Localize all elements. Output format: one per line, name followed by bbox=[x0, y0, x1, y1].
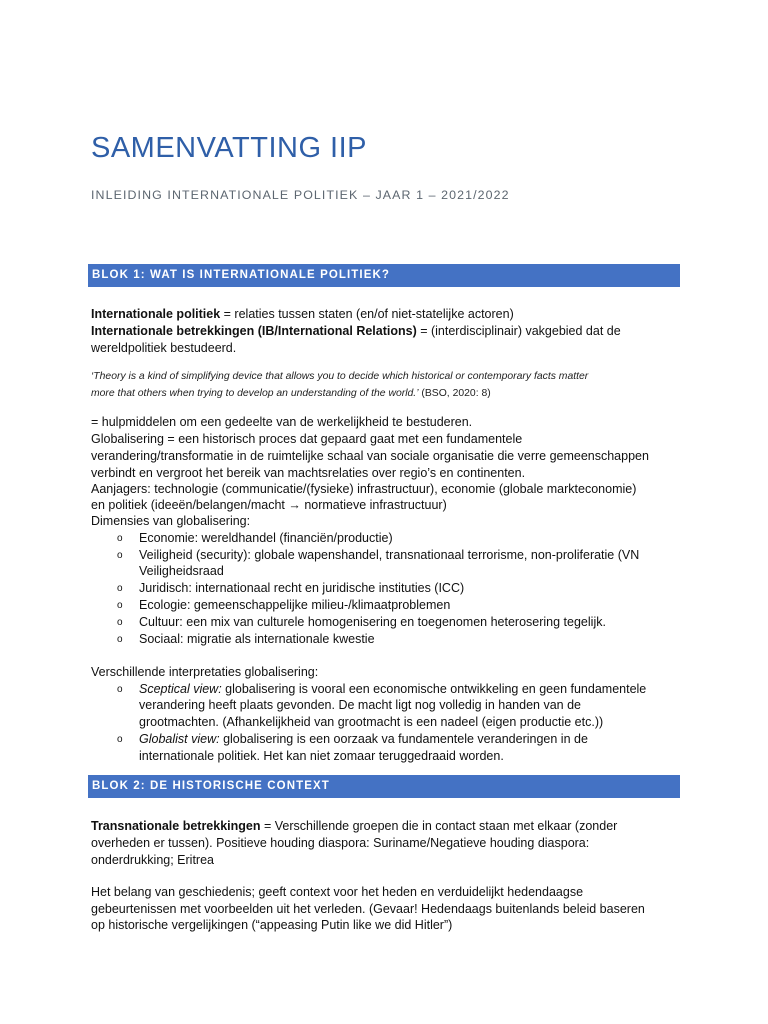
quote-line: ‘Theory is a kind of simplifying device that allows you to decide which historical or contemporary facts matter bbox=[91, 371, 589, 382]
definition-line: wereldpolitiek bestudeerd. bbox=[91, 341, 237, 355]
quote-citation: (BSO, 2020: 8) bbox=[418, 388, 491, 399]
list-item-continuation: Veiligheidsraad bbox=[139, 564, 224, 578]
paragraph-line: = hulpmiddelen om een gedeelte van de werkelijkheid te bestuderen. bbox=[91, 415, 473, 429]
paragraph-line: onderdrukking; Eritrea bbox=[91, 853, 214, 867]
list-item-continuation: grootmachten. (Afhankelijkheid van grootmacht is een nadeel (eigen productie etc.)) bbox=[139, 715, 604, 729]
definition-line bbox=[91, 306, 514, 323]
paragraph-line: Globalisering = een historisch proces dat gepaard gaat met een fundamentele bbox=[91, 432, 523, 446]
paragraph-line: en politiek (ideeën/belangen/macht → normatieve infrastructuur) bbox=[91, 498, 447, 512]
view-text: globalisering is vooral een economische ontwikkeling en geen fundamentele bbox=[221, 682, 647, 696]
bullet-marker: o bbox=[117, 533, 123, 544]
paragraph-line: overheden er tussen). Positieve houding diaspora: Suriname/Negatieve houding diaspora: bbox=[91, 836, 590, 850]
list-item bbox=[139, 731, 588, 748]
definition-text: = Verschillende groepen die in contact staan met elkaar (zonder bbox=[260, 819, 618, 833]
paragraph-line: gebeurtenissen met voorbeelden uit het verleden. (Gevaar! Hedendaags buitenlands beleid baseren bbox=[91, 902, 645, 916]
bullet-marker: o bbox=[117, 617, 123, 628]
paragraph-line: verandering/transformatie in de ruimtelijke schaal van sociale organisatie die verre gemeenschappen bbox=[91, 449, 649, 463]
paragraph-line: op historische vergelijkingen (“appeasing Putin like we did Hitler”) bbox=[91, 918, 453, 932]
quote-text: more that others when trying to develop an understanding of the world.’ bbox=[91, 388, 419, 399]
term: Internationale politiek bbox=[91, 307, 221, 321]
section-header-blok2: BLOK 2: DE HISTORISCHE CONTEXT bbox=[88, 775, 680, 798]
section-header-blok1: BLOK 1: WAT IS INTERNATIONALE POLITIEK? bbox=[88, 264, 680, 287]
list-item: Veiligheid (security): globale wapenshandel, transnationaal terrorisme, non-proliferatie (VN bbox=[139, 548, 640, 562]
list-item: Sociaal: migratie als internationale kwestie bbox=[139, 632, 375, 646]
document-subtitle: INLEIDING INTERNATIONALE POLITIEK – JAAR 1 – 2021/2022 bbox=[91, 188, 510, 202]
bullet-marker: o bbox=[117, 583, 123, 594]
bullet-marker: o bbox=[117, 634, 123, 645]
list-item-continuation: verandering heeft plaats gevonden. De macht ligt nog volledig in handen van de bbox=[139, 698, 581, 712]
bullet-marker: o bbox=[117, 600, 123, 611]
list-item: Ecologie: gemeenschappelijke milieu-/klimaatproblemen bbox=[139, 598, 451, 612]
list-item: Economie: wereldhandel (financiën/productie) bbox=[139, 531, 393, 545]
definition-line bbox=[91, 818, 617, 835]
paragraph-line: Het belang van geschiedenis; geeft context voor het heden en verduidelijkt hedendaagse bbox=[91, 885, 584, 899]
term: Transnationale betrekkingen bbox=[91, 819, 261, 833]
paragraph-line: Dimensies van globalisering: bbox=[91, 514, 251, 528]
view-name: Globalist view: bbox=[139, 732, 220, 746]
document-title: SAMENVATTING IIP bbox=[91, 132, 368, 164]
list-item-continuation: internationale politiek. Het kan niet zomaar teruggedraaid worden. bbox=[139, 749, 504, 763]
term: Internationale betrekkingen (IB/International Relations) bbox=[91, 324, 417, 338]
bullet-marker: o bbox=[117, 684, 123, 695]
list-item: Juridisch: internationaal recht en juridische instituties (ICC) bbox=[139, 581, 465, 595]
view-name: Sceptical view: bbox=[139, 682, 222, 696]
view-text: globalisering is een oorzaak va fundamentele veranderingen in de bbox=[219, 732, 588, 746]
quote-line bbox=[91, 385, 491, 402]
definition-text: = (interdisciplinair) vakgebied dat de bbox=[416, 324, 621, 338]
paragraph-line: verbindt en vergroot het bereik van machtsrelaties over regio’s en continenten. bbox=[91, 466, 526, 480]
paragraph-line: Aanjagers: technologie (communicatie/(fysieke) infrastructuur), economie (globale markteconomie) bbox=[91, 482, 637, 496]
definition-text: = relaties tussen staten (en/of niet-statelijke actoren) bbox=[220, 307, 514, 321]
bullet-marker: o bbox=[117, 550, 123, 561]
list-item: Cultuur: een mix van culturele homogenisering en toegenomen heterosering tegelijk. bbox=[139, 615, 606, 629]
definition-line bbox=[91, 323, 621, 340]
bullet-marker: o bbox=[117, 734, 123, 745]
list-item bbox=[139, 681, 646, 698]
paragraph-line: Verschillende interpretaties globalisering: bbox=[91, 665, 319, 679]
